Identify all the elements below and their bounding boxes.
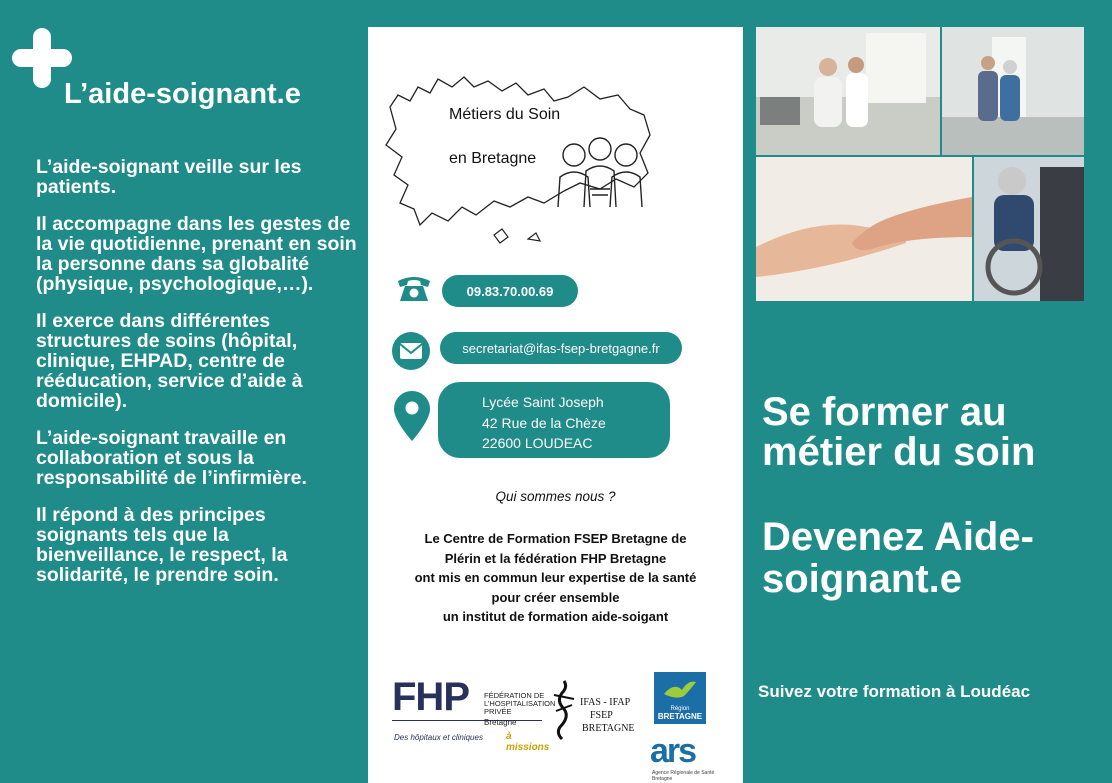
fhp-sub-line: FÉDÉRATION DE [484,691,545,700]
headline-train: Se former au métier du soin [762,390,1036,474]
ifas-fsep-logo [550,675,644,745]
paragraph-structures: Il exerce dans différentes structures de soins (hôpital, clinique, EHPAD, centre de rééducation, service d’aide à domicile). [36,310,303,412]
ifas-line1: IFAS - IFAP [580,697,631,708]
fhp-sub-line: L’HOSPITALISATION [484,699,556,708]
fhp-logo-subtitle [484,692,555,716]
left-title: L’aide-soignant.e [64,78,301,110]
ars-letters: ars [650,732,696,770]
photo-nurse-with-elderly-man [756,27,940,155]
fhp-tagline-missions: à missions [506,731,550,753]
ars-sub-line: Bretagne [652,776,673,782]
address-line1: Lycée Saint Joseph [482,394,604,410]
fhp-region: Bretagne [484,718,517,727]
description-line: Plérin et la fédération FHP Bretagne [444,550,667,566]
region-bretagne-logo [654,672,706,724]
organisation-description [368,529,743,627]
description-line: Le Centre de Formation FSEP Bretagne de [424,531,687,546]
paragraph-collaboration: L’aide-soignant travaille en collaboration et sous la responsabilité de l’infirmière. [36,427,307,489]
fhp-sub-line: PRIVÉE [484,707,512,716]
who-are-we-heading: Qui sommes nous ? [495,489,616,504]
telephone-icon [394,273,434,305]
phone-number[interactable]: 09.83.70.00.69 [442,275,578,307]
address-line2: 42 Rue de la Chèze [482,414,606,431]
ifas-line2: FSEP [590,710,613,721]
plus-icon [12,28,72,88]
fhp-logo-letters: FHP [392,675,469,719]
address-line3: 22600 LOUDEAC [482,435,593,451]
footer-location: Suivez votre formation à Loudéac [758,682,1031,701]
photo-collage [756,27,1084,301]
photo-holding-hands [756,157,972,301]
ifas-figure-icon [550,677,580,741]
left-paragraphs [36,157,358,602]
address-block [438,382,670,458]
ars-sub-line: Agence Régionale de Santé [652,770,715,776]
headline-become: Devenez Aide-soignant.e [762,515,1034,601]
ifas-line3: BRETAGNE [582,723,635,734]
ars-logo [648,732,718,782]
ars-subtitle [652,770,714,782]
envelope-icon [392,332,430,370]
fhp-tagline: Des hôpitaux et cliniques [394,733,483,742]
paragraph-support: Il accompagne dans les gestes de la vie quotidienne, prenant en soin la personne dans sa globalité (physique, psychologique,…). [36,213,357,295]
description-line: pour créer ensemble [491,589,620,605]
map-title-line1: Métiers du Soin [449,106,561,123]
middle-panel [368,27,743,783]
paragraph-principles: Il répond à des principes soignants tels que la bienveillance, le respect, la solidarité, le prendre soin. [36,504,288,586]
region-bird-icon [662,678,698,702]
fhp-divider [392,720,542,721]
fhp-logo [392,675,556,753]
location-pin-icon [394,391,430,441]
photo-corridor-walkers [942,27,1084,155]
map-title-line2: en Bretagne [449,150,537,167]
email-address[interactable]: secretariat@ifas-fsep-bretgagne.fr [440,332,682,364]
region-small: Région [670,706,690,712]
region-label [654,705,706,721]
region-name: BRETAGNE [657,712,703,721]
paragraph-role: L’aide-soignant veille sur les patients. [36,156,302,198]
photo-wheelchair [974,157,1084,301]
left-panel [0,0,368,783]
description-line: ont mis en commun leur expertise de la santé [414,570,697,585]
description-line: un institut de formation aide-soigant [442,609,669,624]
